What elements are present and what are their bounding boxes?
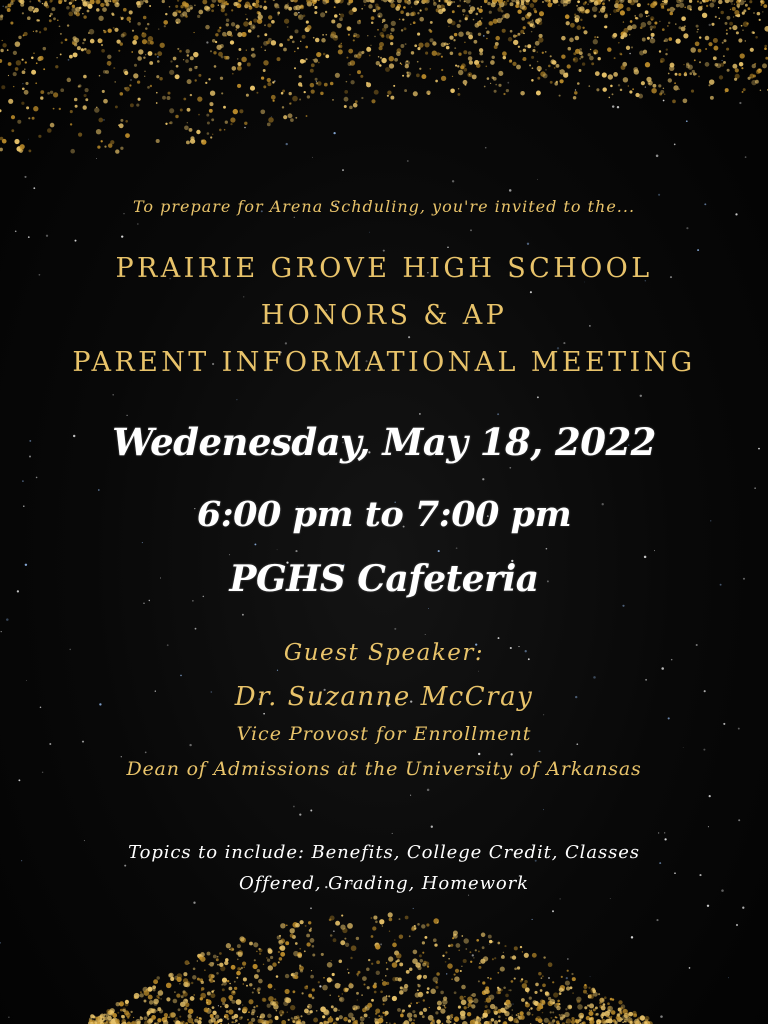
guest-speaker-label: Guest Speaker: [283, 640, 485, 666]
event-location: PGHS Cafeteria [229, 558, 539, 600]
title-line-school: PRAIRIE GROVE HIGH SCHOOL [115, 253, 653, 284]
guest-speaker-affiliation: Dean of Admissions at the University of Arkansas [126, 758, 642, 780]
title-line-program: HONORS & AP [260, 300, 508, 331]
event-time: 6:00 pm to 7:00 pm [196, 494, 572, 535]
event-date: Wedenesday, May 18, 2022 [112, 420, 656, 464]
title-line-meeting: PARENT INFORMATIONAL MEETING [72, 347, 696, 378]
intro-text: To prepare for Arena Schduling, you're invited to the... [132, 197, 636, 216]
guest-speaker-title: Vice Provost for Enrollment [236, 723, 532, 745]
topics-line-2: Offered, Grading, Homework [239, 873, 529, 894]
topics-line-1: Topics to include: Benefits, College Credit, Classes [128, 842, 640, 863]
guest-speaker-name: Dr. Suzanne McCray [234, 682, 534, 712]
